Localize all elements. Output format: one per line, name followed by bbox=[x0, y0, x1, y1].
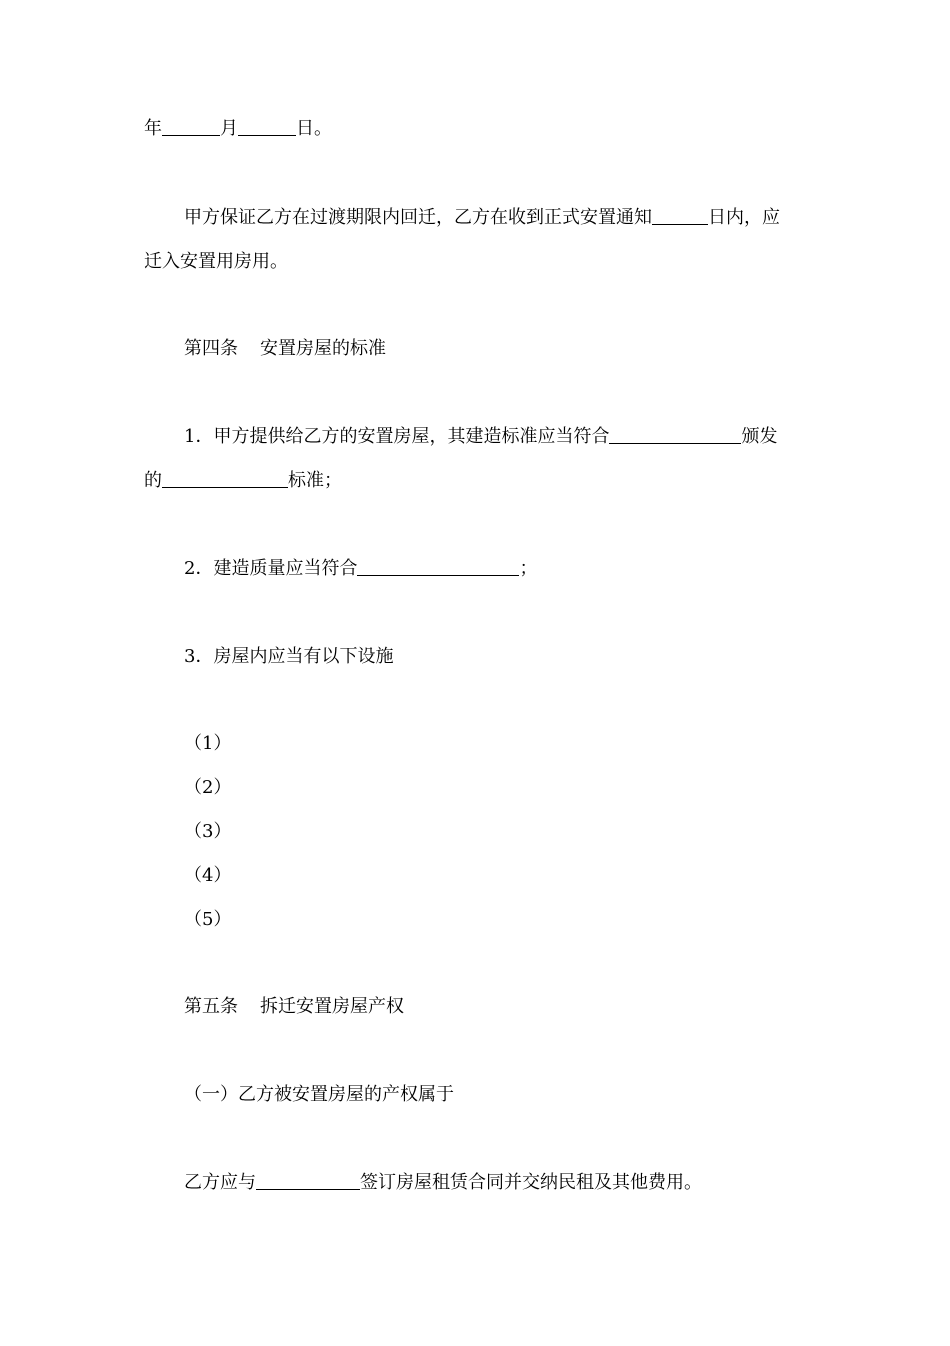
item-1-line1 bbox=[184, 425, 777, 449]
quality-blank bbox=[357, 557, 519, 576]
item-2-text-before: 2．建造质量应当符合 bbox=[184, 558, 358, 579]
facility-item-3: （3） bbox=[184, 821, 232, 842]
item-1-text-before: 1．甲方提供给乙方的安置房屋，其建造标准应当符合 bbox=[184, 426, 610, 447]
sub-clause-1: （一）乙方被安置房屋的产权属于 bbox=[184, 1084, 454, 1105]
item-2 bbox=[184, 557, 537, 581]
lessor-blank bbox=[256, 1171, 360, 1190]
facility-item-4: （4） bbox=[184, 865, 232, 886]
lease-text-after: 签订房屋租赁合同并交纳民租及其他费用。 bbox=[360, 1172, 702, 1193]
article-4-title: 安置房屋的标准 bbox=[260, 338, 386, 359]
article-4-number: 第四条 bbox=[184, 338, 238, 359]
return-text-after: 日内，应 bbox=[708, 207, 780, 228]
issuer-blank bbox=[609, 425, 741, 444]
item-1-line2-before: 的 bbox=[144, 470, 162, 491]
article-4-heading bbox=[184, 337, 386, 361]
item-1-line2-after: 标准； bbox=[288, 470, 342, 491]
lease-text-before: 乙方应与 bbox=[184, 1172, 256, 1193]
return-text-before: 甲方保证乙方在过渡期限内回迁，乙方在收到正式安置通知 bbox=[184, 207, 652, 228]
item-1-line2 bbox=[144, 469, 342, 493]
standard-blank bbox=[162, 469, 288, 488]
article-5-heading bbox=[184, 995, 404, 1019]
article-5-title: 拆迁安置房屋产权 bbox=[260, 996, 404, 1017]
month-blank bbox=[162, 117, 220, 136]
item-1-text-mid: 颁发 bbox=[741, 426, 778, 447]
item-2-text-after: ； bbox=[519, 558, 538, 579]
month-label: 月 bbox=[220, 118, 238, 139]
year-label: 年 bbox=[144, 118, 162, 139]
facility-item-2: （2） bbox=[184, 777, 232, 798]
return-paragraph-line1 bbox=[184, 206, 780, 230]
facility-item-5: （5） bbox=[184, 909, 232, 930]
return-paragraph-line2: 迁入安置用房用。 bbox=[144, 251, 288, 272]
lease-line bbox=[184, 1171, 702, 1195]
article-5-number: 第五条 bbox=[184, 996, 238, 1017]
notice-days-blank bbox=[652, 206, 708, 225]
item-3: 3．房屋内应当有以下设施 bbox=[184, 646, 394, 667]
day-blank bbox=[238, 117, 296, 136]
facility-item-1: （1） bbox=[184, 733, 232, 754]
date-line bbox=[144, 117, 332, 141]
day-label: 日。 bbox=[296, 118, 332, 139]
